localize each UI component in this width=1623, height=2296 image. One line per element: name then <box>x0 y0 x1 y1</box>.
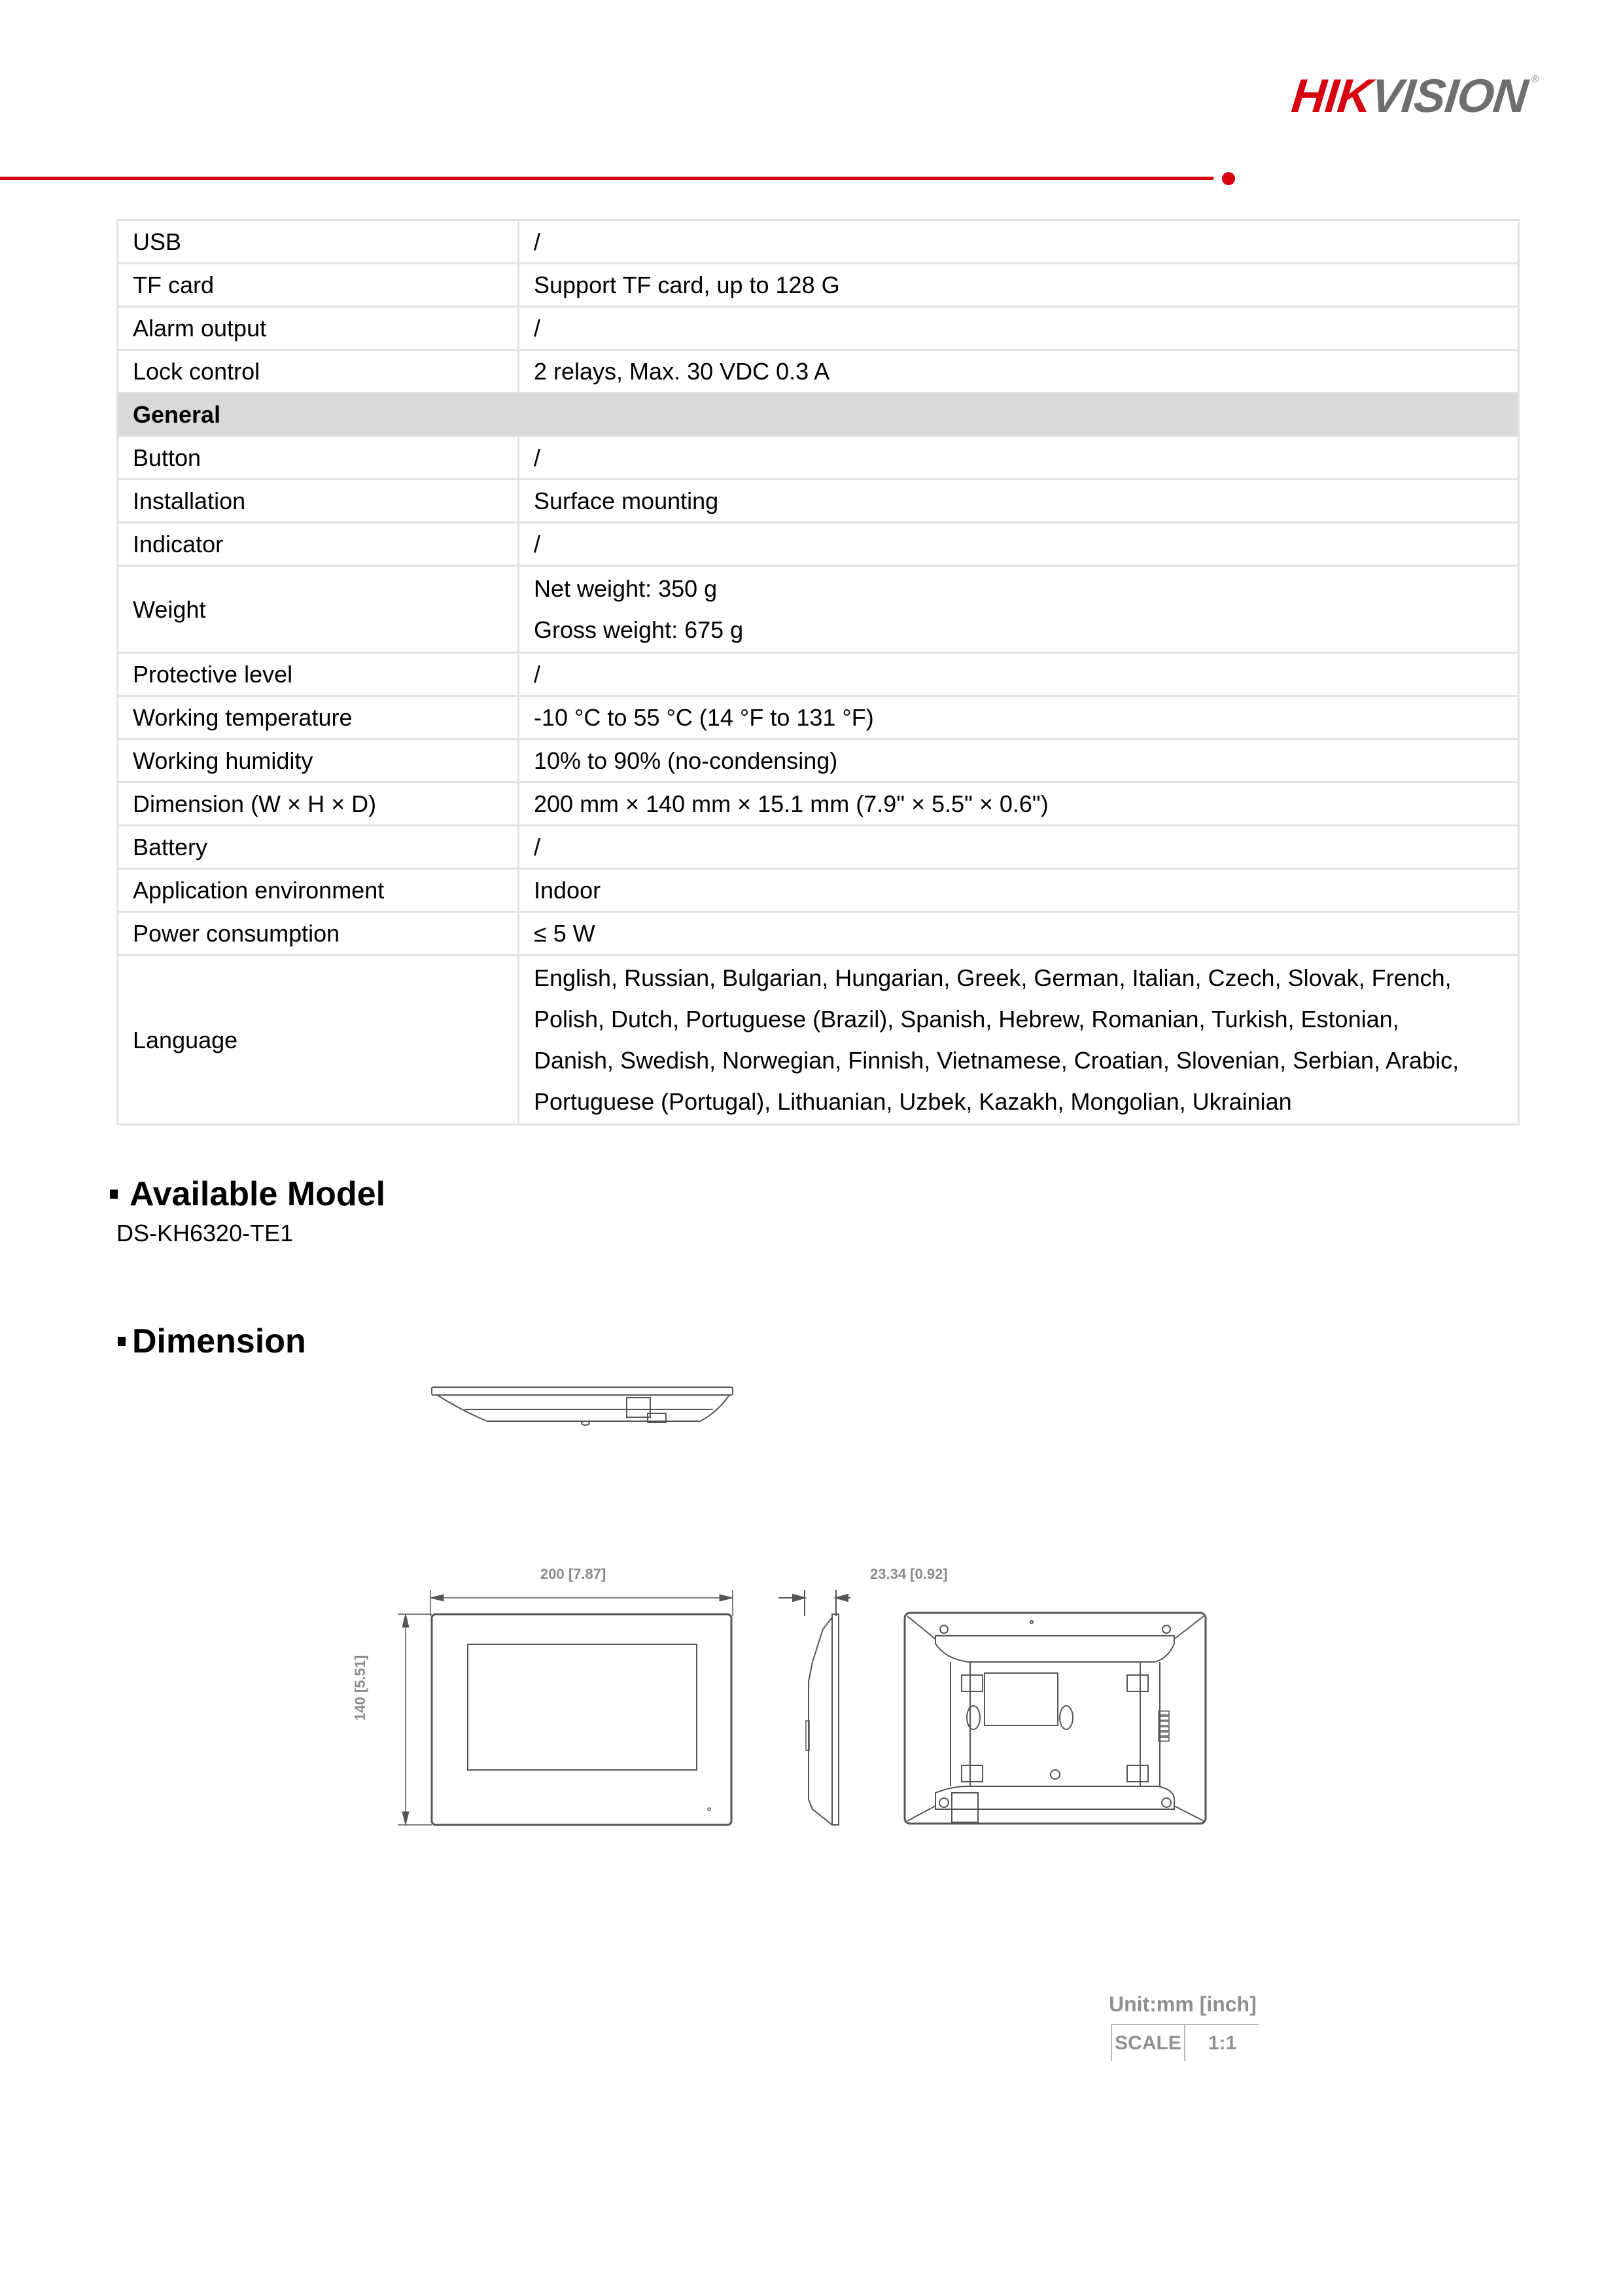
logo-hik-text: HIK <box>1289 70 1374 122</box>
spec-value: Indoor <box>519 869 1519 912</box>
heading-text: Available Model <box>130 1175 386 1213</box>
spec-value: / <box>519 221 1519 264</box>
unit-label: Unit:mm [inch] <box>1109 1992 1257 2016</box>
side-view-drawing <box>772 1570 850 1845</box>
spec-key: Working temperature <box>118 696 519 739</box>
table-row <box>118 307 1519 350</box>
spec-value: 10% to 90% (no-condensing) <box>519 739 1519 783</box>
logo-vision-text: VISION <box>1368 70 1530 122</box>
front-view-drawing <box>386 1570 739 1845</box>
section-header-row <box>118 393 1519 436</box>
table-row <box>118 480 1519 523</box>
bullet-icon <box>110 1190 118 1199</box>
spec-value-line: Polish, Dutch, Portuguese (Brazil), Spanish, Hebrew, Romanian, Turkish, Estonian, <box>534 1006 1399 1033</box>
spec-value: Surface mounting <box>519 480 1519 523</box>
heading-text: Dimension <box>132 1322 306 1360</box>
dimension-heading <box>118 1322 306 1361</box>
header-divider-line <box>0 177 1213 180</box>
spec-value-line: Gross weight: 675 g <box>534 616 744 643</box>
scale-label: SCALE <box>1112 2025 1185 2061</box>
rear-view-drawing <box>899 1603 1213 1839</box>
spec-value: ≤ 5 W <box>519 912 1519 955</box>
spec-key: Lock control <box>118 350 519 393</box>
spec-value: / <box>519 436 1519 480</box>
spec-value: / <box>519 653 1519 696</box>
spec-value: / <box>519 307 1519 350</box>
hikvision-logo <box>1289 70 1539 122</box>
table-row <box>118 783 1519 826</box>
spec-key: Indicator <box>118 523 519 566</box>
top-view-drawing <box>425 1374 739 1433</box>
registered-mark: ® <box>1530 74 1539 85</box>
table-row <box>118 696 1519 739</box>
scale-box <box>1111 2024 1259 2061</box>
available-model-heading <box>110 1174 385 1214</box>
spec-key: Language <box>118 955 519 1125</box>
spec-key: Dimension (W × H × D) <box>118 783 519 826</box>
table-row <box>118 912 1519 955</box>
spec-key: Protective level <box>118 653 519 696</box>
table-row <box>118 955 1519 1125</box>
table-row <box>118 221 1519 264</box>
table-row <box>118 653 1519 696</box>
scale-value: 1:1 <box>1208 2032 1237 2054</box>
width-dimension-label: 200 [7.87] <box>540 1566 606 1582</box>
spec-key: TF card <box>118 264 519 307</box>
table-row <box>118 739 1519 783</box>
spec-value: / <box>519 523 1519 566</box>
spec-value: / <box>519 826 1519 869</box>
height-dimension-label: 140 [5.51] <box>352 1655 368 1721</box>
spec-key: Battery <box>118 826 519 869</box>
spec-key: Working humidity <box>118 739 519 783</box>
table-row <box>118 523 1519 566</box>
spec-value-line: Danish, Swedish, Norwegian, Finnish, Vietnamese, Croatian, Slovenian, Serbian, Arabic, <box>534 1047 1459 1074</box>
model-number: DS-KH6320-TE1 <box>116 1220 294 1246</box>
spec-value: 200 mm × 140 mm × 15.1 mm (7.9" × 5.5" × 0.6") <box>519 783 1519 826</box>
table-row <box>118 436 1519 480</box>
table-row <box>118 566 1519 653</box>
depth-dimension-label: 23.34 [0.92] <box>870 1566 948 1582</box>
spec-value: 2 relays, Max. 30 VDC 0.3 A <box>519 350 1519 393</box>
spec-table <box>116 219 1520 1125</box>
table-row <box>118 826 1519 869</box>
spec-key: USB <box>118 221 519 264</box>
spec-value <box>519 955 1519 1125</box>
table-row <box>118 350 1519 393</box>
spec-value: Support TF card, up to 128 G <box>519 264 1519 307</box>
spec-key: Button <box>118 436 519 480</box>
header-divider-dot <box>1222 172 1235 185</box>
spec-value-line: Portuguese (Portugal), Lithuanian, Uzbek, Kazakh, Mongolian, Ukrainian <box>534 1088 1292 1115</box>
table-row <box>118 264 1519 307</box>
bullet-icon <box>118 1337 126 1346</box>
spec-value-line: English, Russian, Bulgarian, Hungarian, Greek, German, Italian, Czech, Slovak, French, <box>534 964 1452 991</box>
table-row <box>118 869 1519 912</box>
spec-key: Installation <box>118 480 519 523</box>
spec-key: Weight <box>118 566 519 653</box>
spec-value <box>519 566 1519 653</box>
spec-key: Power consumption <box>118 912 519 955</box>
spec-value-line: Net weight: 350 g <box>534 575 718 602</box>
section-title: General <box>118 393 1519 436</box>
spec-key: Alarm output <box>118 307 519 350</box>
spec-key: Application environment <box>118 869 519 912</box>
spec-value: -10 °C to 55 °C (14 °F to 131 °F) <box>519 696 1519 739</box>
